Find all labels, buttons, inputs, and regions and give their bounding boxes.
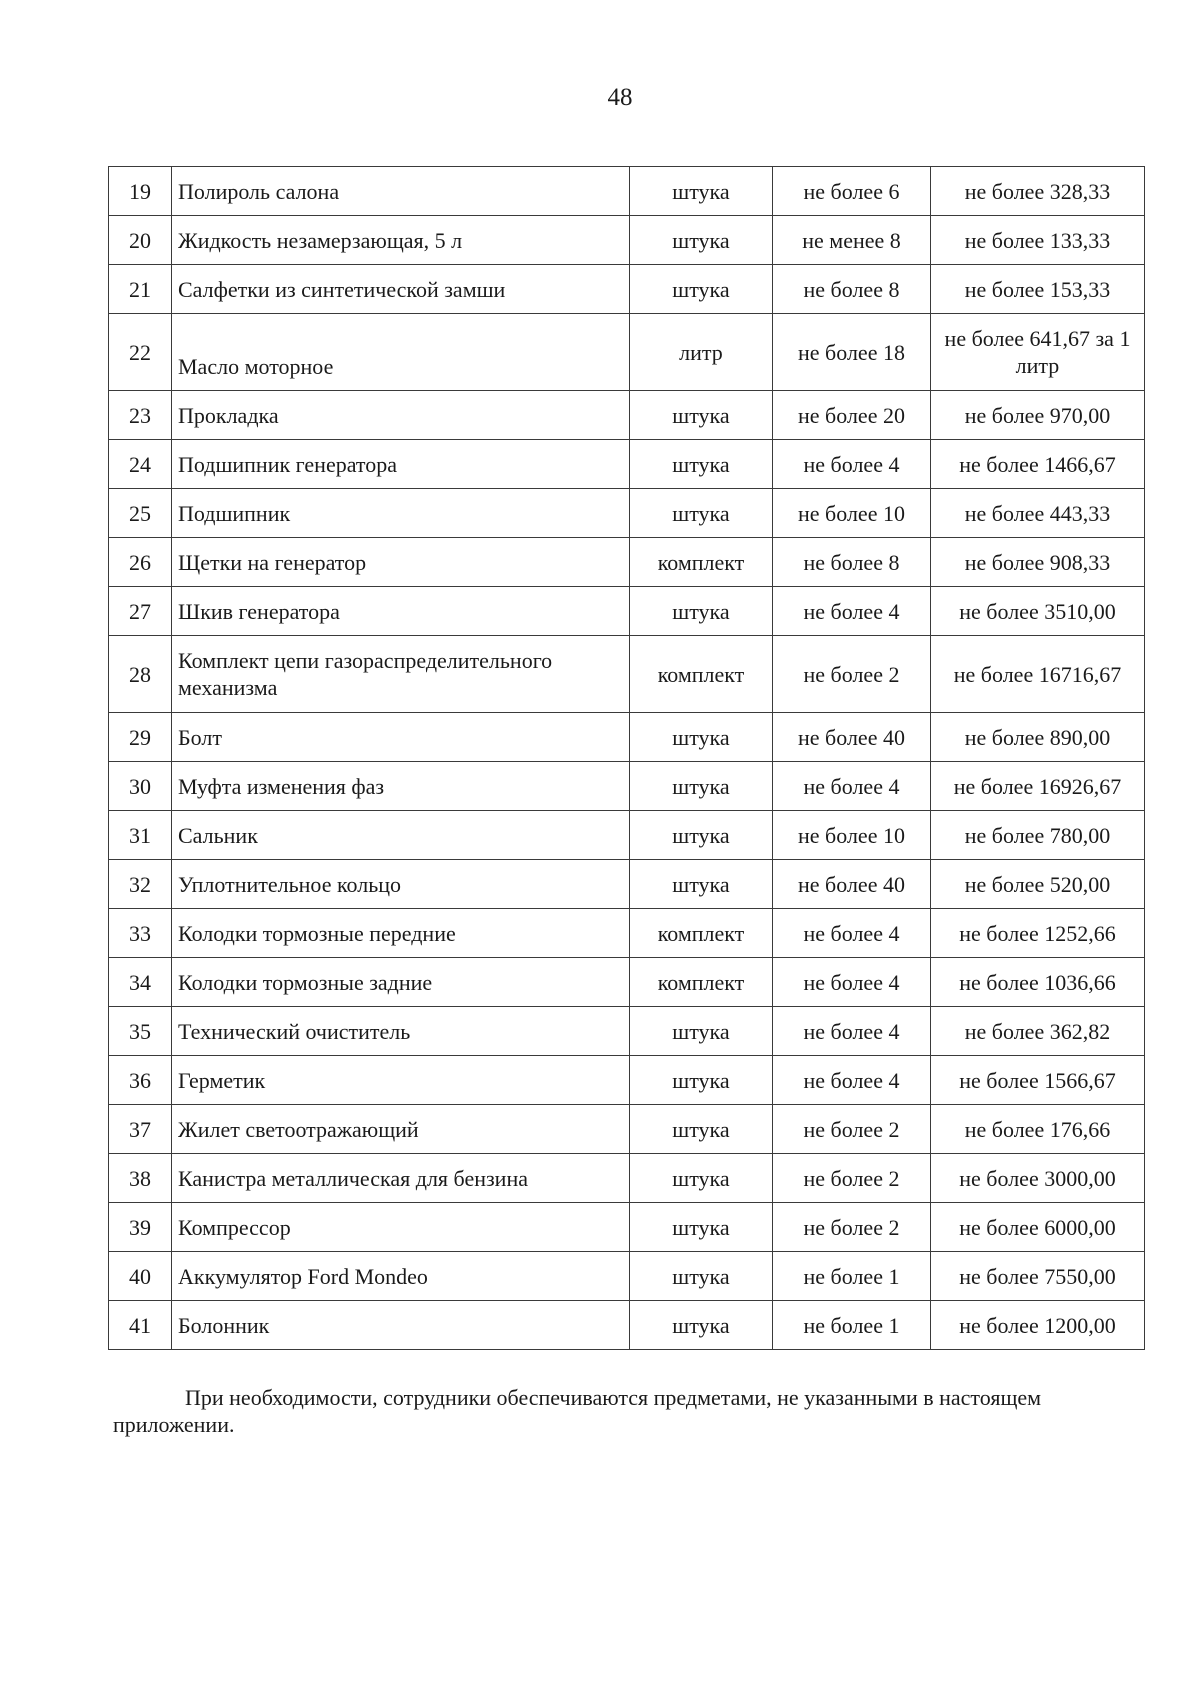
item-unit-cell: штука: [630, 860, 773, 909]
row-number-cell: 24: [109, 440, 172, 489]
item-unit-cell: комплект: [630, 636, 773, 713]
item-price-cell: не более 7550,00: [931, 1252, 1145, 1301]
table-row: [109, 1007, 1145, 1056]
item-quantity-cell: не более 20: [773, 391, 931, 440]
item-unit-cell: штука: [630, 1154, 773, 1203]
table-row: [109, 860, 1145, 909]
row-number-cell: 22: [109, 314, 172, 391]
table-row: [109, 713, 1145, 762]
item-name-cell: Подшипник генератора: [172, 440, 630, 489]
item-quantity-cell: не более 2: [773, 1203, 931, 1252]
row-number-cell: 41: [109, 1301, 172, 1350]
item-price-cell: не более 908,33: [931, 538, 1145, 587]
row-number-cell: 37: [109, 1105, 172, 1154]
row-number-cell: 39: [109, 1203, 172, 1252]
item-quantity-cell: не более 4: [773, 958, 931, 1007]
item-unit-cell: штука: [630, 1105, 773, 1154]
table-row: [109, 1154, 1145, 1203]
table-row: [109, 1252, 1145, 1301]
item-unit-cell: штука: [630, 1301, 773, 1350]
item-name-cell: Муфта изменения фаз: [172, 762, 630, 811]
item-name-cell: Масло моторное: [172, 314, 630, 391]
items-table-body: [109, 167, 1145, 1350]
item-price-cell: не более 16716,67: [931, 636, 1145, 713]
item-price-cell: не более 1566,67: [931, 1056, 1145, 1105]
item-name-cell: Жидкость незамерзающая, 5 л: [172, 216, 630, 265]
item-quantity-cell: не более 18: [773, 314, 931, 391]
footnote-text: При необходимости, сотрудники обеспечиваются предметами, не указанными в настоящем приложении.: [113, 1385, 1042, 1437]
table-row: [109, 811, 1145, 860]
row-number-cell: 40: [109, 1252, 172, 1301]
item-unit-cell: штука: [630, 587, 773, 636]
item-unit-cell: комплект: [630, 538, 773, 587]
item-name-cell: Салфетки из синтетической замши: [172, 265, 630, 314]
table-row: [109, 167, 1145, 216]
row-number-cell: 33: [109, 909, 172, 958]
item-name-cell: Жилет светоотражающий: [172, 1105, 630, 1154]
table-row: [109, 1056, 1145, 1105]
row-number-cell: 30: [109, 762, 172, 811]
item-unit-cell: штука: [630, 489, 773, 538]
item-unit-cell: литр: [630, 314, 773, 391]
item-quantity-cell: не более 4: [773, 440, 931, 489]
item-unit-cell: штука: [630, 167, 773, 216]
table-row: [109, 587, 1145, 636]
item-unit-cell: комплект: [630, 909, 773, 958]
item-quantity-cell: не более 4: [773, 1007, 931, 1056]
item-quantity-cell: не более 10: [773, 489, 931, 538]
item-quantity-cell: не более 2: [773, 1105, 931, 1154]
row-number-cell: 31: [109, 811, 172, 860]
item-price-cell: не более 153,33: [931, 265, 1145, 314]
item-price-cell: не более 328,33: [931, 167, 1145, 216]
table-row: [109, 538, 1145, 587]
item-unit-cell: штука: [630, 265, 773, 314]
item-unit-cell: штука: [630, 762, 773, 811]
item-unit-cell: штука: [630, 713, 773, 762]
item-name-cell: Прокладка: [172, 391, 630, 440]
items-table: [108, 166, 1145, 1350]
item-name-cell: Болт: [172, 713, 630, 762]
item-unit-cell: штука: [630, 216, 773, 265]
item-price-cell: не более 176,66: [931, 1105, 1145, 1154]
item-quantity-cell: не более 40: [773, 860, 931, 909]
row-number-cell: 27: [109, 587, 172, 636]
item-price-cell: не более 780,00: [931, 811, 1145, 860]
item-price-cell: не более 133,33: [931, 216, 1145, 265]
table-row: [109, 1301, 1145, 1350]
item-name-cell: Канистра металлическая для бензина: [172, 1154, 630, 1203]
table-row: [109, 762, 1145, 811]
item-quantity-cell: не более 2: [773, 1154, 931, 1203]
item-price-cell: не более 641,67 за 1 литр: [931, 314, 1145, 391]
item-quantity-cell: не более 10: [773, 811, 931, 860]
table-row: [109, 636, 1145, 713]
item-quantity-cell: не более 1: [773, 1252, 931, 1301]
item-name-cell: Шкив генератора: [172, 587, 630, 636]
item-price-cell: не более 443,33: [931, 489, 1145, 538]
item-quantity-cell: не более 6: [773, 167, 931, 216]
table-row: [109, 440, 1145, 489]
row-number-cell: 20: [109, 216, 172, 265]
item-price-cell: не более 1036,66: [931, 958, 1145, 1007]
row-number-cell: 35: [109, 1007, 172, 1056]
table-row: [109, 1203, 1145, 1252]
row-number-cell: 28: [109, 636, 172, 713]
item-price-cell: не более 970,00: [931, 391, 1145, 440]
row-number-cell: 25: [109, 489, 172, 538]
table-row: [109, 391, 1145, 440]
item-name-cell: Уплотнительное кольцо: [172, 860, 630, 909]
item-unit-cell: штука: [630, 440, 773, 489]
row-number-cell: 36: [109, 1056, 172, 1105]
item-name-cell: Комплект цепи газораспределительного механизма: [172, 636, 630, 713]
item-price-cell: не более 362,82: [931, 1007, 1145, 1056]
row-number-cell: 29: [109, 713, 172, 762]
item-name-cell: Технический очиститель: [172, 1007, 630, 1056]
row-number-cell: 19: [109, 167, 172, 216]
item-name-cell: Щетки на генератор: [172, 538, 630, 587]
item-unit-cell: штука: [630, 1203, 773, 1252]
item-unit-cell: штука: [630, 391, 773, 440]
item-name-cell: Компрессор: [172, 1203, 630, 1252]
item-unit-cell: штука: [630, 811, 773, 860]
item-name-cell: Болонник: [172, 1301, 630, 1350]
page-number: 48: [607, 84, 633, 111]
item-quantity-cell: не более 8: [773, 538, 931, 587]
item-name-cell: Колодки тормозные передние: [172, 909, 630, 958]
table-row: [109, 314, 1145, 391]
item-quantity-cell: не более 4: [773, 909, 931, 958]
item-unit-cell: штука: [630, 1252, 773, 1301]
item-price-cell: не более 16926,67: [931, 762, 1145, 811]
item-quantity-cell: не более 4: [773, 762, 931, 811]
table-row: [109, 265, 1145, 314]
item-quantity-cell: не более 4: [773, 587, 931, 636]
item-unit-cell: комплект: [630, 958, 773, 1007]
row-number-cell: 32: [109, 860, 172, 909]
item-name-cell: Подшипник: [172, 489, 630, 538]
item-price-cell: не более 1466,67: [931, 440, 1145, 489]
item-quantity-cell: не более 8: [773, 265, 931, 314]
item-price-cell: не более 520,00: [931, 860, 1145, 909]
item-price-cell: не более 3510,00: [931, 587, 1145, 636]
row-number-cell: 34: [109, 958, 172, 1007]
table-row: [109, 216, 1145, 265]
item-quantity-cell: не менее 8: [773, 216, 931, 265]
row-number-cell: 38: [109, 1154, 172, 1203]
item-quantity-cell: не более 1: [773, 1301, 931, 1350]
item-quantity-cell: не более 40: [773, 713, 931, 762]
item-name-cell: Колодки тормозные задние: [172, 958, 630, 1007]
row-number-cell: 26: [109, 538, 172, 587]
item-quantity-cell: не более 2: [773, 636, 931, 713]
item-name-cell: Аккумулятор Ford Mondeo: [172, 1252, 630, 1301]
item-quantity-cell: не более 4: [773, 1056, 931, 1105]
item-price-cell: не более 3000,00: [931, 1154, 1145, 1203]
item-price-cell: не более 1200,00: [931, 1301, 1145, 1350]
item-unit-cell: штука: [630, 1007, 773, 1056]
item-name-cell: Сальник: [172, 811, 630, 860]
item-price-cell: не более 6000,00: [931, 1203, 1145, 1252]
item-unit-cell: штука: [630, 1056, 773, 1105]
item-price-cell: не более 1252,66: [931, 909, 1145, 958]
table-row: [109, 909, 1145, 958]
item-price-cell: не более 890,00: [931, 713, 1145, 762]
table-row: [109, 1105, 1145, 1154]
item-name-cell: Полироль салона: [172, 167, 630, 216]
row-number-cell: 23: [109, 391, 172, 440]
row-number-cell: 21: [109, 265, 172, 314]
item-name-cell: Герметик: [172, 1056, 630, 1105]
table-row: [109, 958, 1145, 1007]
table-row: [109, 489, 1145, 538]
